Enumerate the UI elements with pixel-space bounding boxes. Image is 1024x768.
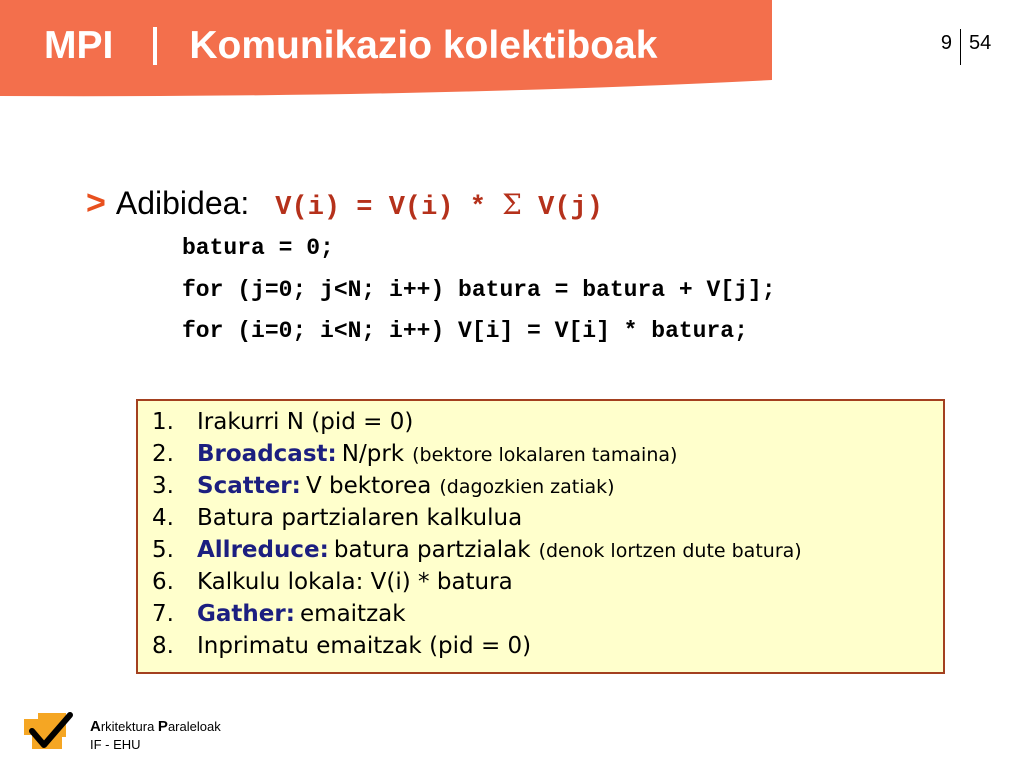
step-item xyxy=(152,633,943,665)
bullet-arrow: > xyxy=(86,184,106,222)
sigma-symbol: Σ xyxy=(502,188,522,221)
example-label: Adibidea: xyxy=(115,185,250,221)
step-item xyxy=(152,537,943,569)
step-keyword: Allreduce: xyxy=(197,537,329,563)
step-number: 5. xyxy=(152,537,174,563)
step-keyword: Scatter: xyxy=(197,473,301,499)
step-text: N/prk xyxy=(341,441,405,467)
footer-text xyxy=(90,718,221,754)
step-keyword: Broadcast: xyxy=(197,441,337,467)
code-line: for (i=0; i<N; i++) V[i] = V[i] * batura; xyxy=(182,318,748,344)
title-left: MPI xyxy=(44,24,114,67)
step-item xyxy=(152,601,943,633)
step-item xyxy=(152,473,943,505)
formula-part2: V(j) xyxy=(538,193,603,223)
slide-title xyxy=(44,24,657,68)
steps-box xyxy=(136,399,945,674)
title-separator xyxy=(153,27,157,65)
step-item xyxy=(152,569,943,601)
page-total: 54 xyxy=(969,32,992,54)
page-current: 9 xyxy=(940,32,952,54)
footer-line1: Arkitektura Paraleloak xyxy=(90,718,221,735)
step-number: 6. xyxy=(152,569,174,595)
example-formula xyxy=(275,188,603,223)
title-right: Komunikazio kolektiboak xyxy=(189,24,658,67)
step-note: (bektore lokalaren tamaina) xyxy=(412,444,678,466)
code-line: for (j=0; j<N; i++) batura = batura + V[j]; xyxy=(182,277,776,303)
step-text: Irakurri N (pid = 0) xyxy=(197,409,414,435)
step-number: 8. xyxy=(152,633,174,659)
step-note: (dagozkien zatiak) xyxy=(439,476,615,498)
checkmark-logo-icon xyxy=(24,711,74,751)
step-item xyxy=(152,505,943,537)
step-number: 3. xyxy=(152,473,174,499)
example-line xyxy=(86,184,603,223)
step-number: 7. xyxy=(152,601,174,627)
step-item xyxy=(152,409,943,441)
step-text: emaitzak xyxy=(300,601,406,627)
step-text: Inprimatu emaitzak (pid = 0) xyxy=(197,633,532,659)
step-item xyxy=(152,441,943,473)
step-text: Batura partzialaren kalkulua xyxy=(197,505,523,531)
footer-line2: IF - EHU xyxy=(90,737,141,752)
page-counter xyxy=(932,32,991,68)
step-note: (denok lortzen dute batura) xyxy=(538,540,802,562)
step-text: Kalkulu lokala: V(i) * batura xyxy=(197,569,513,595)
step-number: 1. xyxy=(152,409,174,435)
formula-part1: V(i) = V(i) * xyxy=(275,193,486,223)
steps-list xyxy=(138,401,943,665)
step-text: V bektorea xyxy=(305,473,432,499)
step-text: batura partzialak xyxy=(333,537,531,563)
code-line: batura = 0; xyxy=(182,235,334,261)
step-number: 4. xyxy=(152,505,174,531)
page-divider xyxy=(960,29,961,65)
step-number: 2. xyxy=(152,441,174,467)
step-keyword: Gather: xyxy=(197,601,295,627)
